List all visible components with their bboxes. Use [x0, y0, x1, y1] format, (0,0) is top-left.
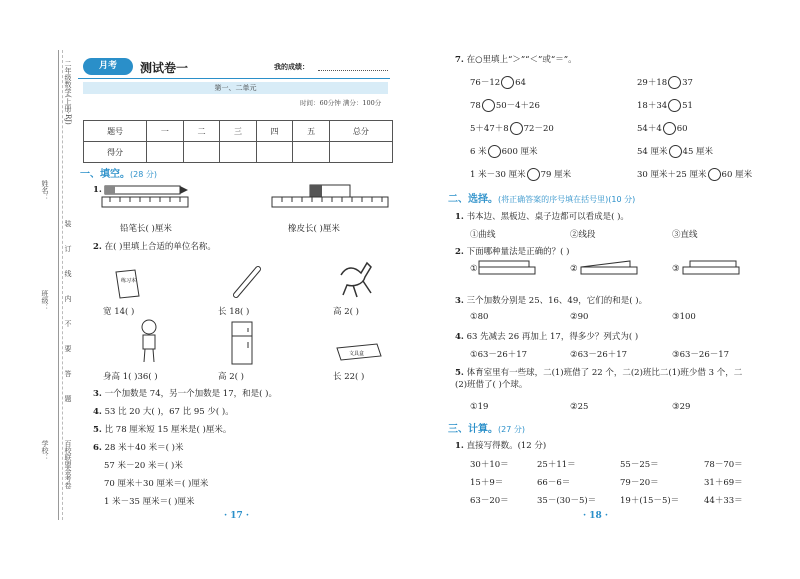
- pen-icon: [230, 265, 264, 301]
- compare-left: 54 厘米: [637, 147, 668, 157]
- choice-option[interactable]: ③: [672, 264, 680, 274]
- score-cell[interactable]: [329, 142, 392, 163]
- choice-text: 三个加数分别是 25、16、49，它们的和是( )。: [466, 296, 648, 306]
- score-label: 我的成绩：: [274, 62, 309, 71]
- choice-option[interactable]: ③29: [672, 402, 691, 412]
- score-cell[interactable]: [256, 142, 293, 163]
- compare-left: 29＋18: [637, 78, 668, 88]
- compare-right: 60 厘米: [721, 170, 753, 180]
- pencil-box-label: 文具盒: [349, 351, 365, 357]
- q6-line: 57 米－20 米＝( )米: [104, 461, 183, 471]
- choice-option[interactable]: ①19: [470, 402, 489, 412]
- calc-1: 1. 直接写得数。(12 分): [455, 441, 547, 451]
- calc-item[interactable]: 30＋10＝: [470, 460, 509, 470]
- section-2-title: [448, 190, 635, 205]
- pencil-ruler-icon: [100, 183, 190, 213]
- section-title-text: 一、填空。: [80, 169, 130, 180]
- q2-item: 高 2( ): [333, 307, 359, 317]
- compare-right: 45 厘米: [682, 147, 714, 157]
- compare-left: 30 厘米＋25 厘米: [637, 170, 707, 180]
- table-row: [84, 142, 393, 163]
- choice-option[interactable]: ①: [470, 264, 478, 274]
- choice-option[interactable]: ③100: [672, 312, 696, 322]
- q2-item: 长 22( ): [333, 372, 365, 382]
- page-number-right: · 18 ·: [583, 511, 609, 521]
- q4-text: 53 比 20 大( )，67 比 95 少( )。: [104, 407, 234, 417]
- choice-text: 体育室里有一些球，二(1)班借了 22 个，二(2)班比二(1)班少借 3 个，二(2)班借了( )个球。: [455, 368, 743, 390]
- score-blank[interactable]: [318, 70, 388, 71]
- fridge-icon: [229, 320, 255, 366]
- compare-item: [637, 145, 713, 158]
- section-title-text: 三、计算。: [448, 424, 498, 435]
- section-points: (27 分): [498, 425, 525, 434]
- horse-icon: [333, 255, 378, 300]
- compare-item: [470, 76, 526, 89]
- choice-2: 2. 下面哪种量法是正确的？( ): [455, 247, 570, 257]
- compare-item: [470, 168, 571, 181]
- score-table: [83, 120, 393, 163]
- name-label: 姓名：: [41, 180, 49, 201]
- q6-line: 70 厘米＋30 厘米＝( )厘米: [104, 479, 209, 489]
- score-cell[interactable]: [220, 142, 257, 163]
- compare-circle[interactable]: [527, 168, 540, 181]
- table-cell: 三: [220, 121, 257, 142]
- choice-option[interactable]: ②25: [570, 402, 589, 412]
- compare-right: 600 厘米: [501, 147, 538, 157]
- q5: 5. 比 78 厘米短 15 厘米是( )厘米。: [93, 425, 232, 435]
- compare-item: [637, 122, 688, 135]
- choice-option[interactable]: ③63－26－17: [672, 350, 730, 360]
- measure-diagram-2: [580, 260, 638, 276]
- compare-circle[interactable]: [488, 145, 501, 158]
- q6: 6. 28 米＋40 米＝( )米: [93, 443, 184, 453]
- choice-4: 4. 63 先减去 26 再加上 17，得多少？列式为( ): [455, 332, 639, 342]
- q2-item: 长 18( ): [218, 307, 250, 317]
- calc-item[interactable]: 63－20＝: [470, 496, 509, 506]
- compare-item: [470, 145, 538, 158]
- table-cell: 四: [256, 121, 293, 142]
- score-cell[interactable]: [183, 142, 220, 163]
- calc-item[interactable]: 31＋69＝: [704, 478, 743, 488]
- score-cell[interactable]: [147, 142, 184, 163]
- notebook-icon: [113, 268, 141, 300]
- class-label: 班级：: [41, 290, 49, 311]
- table-cell: 二: [183, 121, 220, 142]
- compare-circle[interactable]: [668, 76, 681, 89]
- header-rule: [78, 78, 390, 79]
- table-cell: 五: [293, 121, 330, 142]
- eraser-ruler-icon: [270, 183, 392, 213]
- q6-line: 1 米－35 厘米＝( )厘米: [104, 497, 195, 507]
- table-cell: 题号: [84, 121, 147, 142]
- compare-left: 54＋4: [637, 124, 662, 134]
- school-label: 学校：: [41, 440, 49, 461]
- calc-item[interactable]: 25＋11＝: [537, 460, 576, 470]
- table-row: [84, 121, 393, 142]
- q2: 2. 在( )里填上合适的单位名称。: [93, 242, 216, 252]
- section-1-title: [80, 165, 157, 180]
- calc-item[interactable]: 55－25＝: [620, 460, 659, 470]
- q5-text: 比 78 厘米短 15 厘米是( )厘米。: [104, 425, 232, 435]
- compare-circle[interactable]: [668, 99, 681, 112]
- q1-eraser-text: 橡皮长( )厘米: [288, 224, 340, 234]
- section-points: (28 分): [130, 170, 157, 179]
- compare-circle[interactable]: [501, 76, 514, 89]
- calc-item[interactable]: 44＋33＝: [704, 496, 743, 506]
- q6-line: 28 米＋40 米＝( )米: [104, 443, 184, 453]
- compare-item: [470, 99, 540, 112]
- compare-left: 6 米: [470, 147, 487, 157]
- measure-diagram-3: [682, 260, 740, 276]
- compare-right: 79 厘米: [540, 170, 572, 180]
- compare-right: 72－20: [523, 124, 554, 134]
- choice-option[interactable]: ②线段: [570, 230, 596, 240]
- choice-option[interactable]: ①63－26＋17: [470, 350, 528, 360]
- q2-item: 高 2( ): [218, 372, 244, 382]
- compare-right: 64: [515, 78, 526, 88]
- q4: 4. 53 比 20 大( )，67 比 95 少( )。: [93, 407, 234, 417]
- compare-right: 37: [682, 78, 693, 88]
- compare-item: [470, 122, 554, 135]
- choice-text: 书本边、黑板边、桌子边都可以看成是( )。: [466, 212, 629, 222]
- binding-strip: [0, 0, 78, 579]
- q1-pencil-text: 铅笔长( )厘米: [120, 224, 172, 234]
- score-cell[interactable]: [293, 142, 330, 163]
- table-cell: 总分: [329, 121, 392, 142]
- compare-circle[interactable]: [708, 168, 721, 181]
- child-icon: [135, 318, 163, 364]
- compare-circle[interactable]: [510, 122, 523, 135]
- calc-item[interactable]: 66－6＝: [537, 478, 571, 488]
- exam-meta: 时间：60分钟 满分：100分: [300, 99, 382, 107]
- calc-text: 直接写得数。(12 分): [466, 441, 547, 451]
- binding-line: [58, 50, 59, 520]
- choice-text: 63 先减去 26 再加上 17，得多少？列式为( ): [466, 332, 639, 342]
- compare-left: 5＋47＋8: [470, 124, 509, 134]
- choice-1: 1. 书本边、黑板边、桌子边都可以看成是( )。: [455, 212, 629, 222]
- q3-text: 一个加数是 74，另一个加数是 17，和是( )。: [104, 389, 277, 399]
- compare-circle[interactable]: [663, 122, 676, 135]
- choice-text: 下面哪种量法是正确的？( ): [466, 247, 570, 257]
- grade-label: 二年级数学(上册·RJ): [64, 60, 72, 125]
- choice-option[interactable]: ②90: [570, 312, 589, 322]
- calc-item[interactable]: 79－20＝: [620, 478, 659, 488]
- q2-item: 身高 1( )36( ): [103, 372, 158, 382]
- calc-item[interactable]: 78－70＝: [704, 460, 743, 470]
- page-number-left: · 17 ·: [224, 511, 250, 521]
- unit-bar: 第一、二单元: [83, 82, 388, 94]
- section-3-title: [448, 420, 525, 435]
- exam-badge: 月考: [83, 58, 133, 75]
- section-points: (将正确答案的序号填在括号里)(10 分): [498, 195, 636, 204]
- calc-item[interactable]: 15＋9＝: [470, 478, 504, 488]
- measure-diagram-1: [478, 260, 536, 276]
- compare-left: 1 米－30 厘米: [470, 170, 526, 180]
- q2-text: 在( )里填上合适的单位名称。: [104, 242, 216, 252]
- compare-item: [637, 99, 693, 112]
- compare-left: 78: [470, 101, 481, 111]
- choice-3: 3. 三个加数分别是 25、16、49，它们的和是( )。: [455, 296, 648, 306]
- choice-option[interactable]: ①80: [470, 312, 489, 322]
- compare-right: 51: [682, 101, 693, 111]
- calc-item[interactable]: 19＋(15－5)＝: [620, 496, 680, 506]
- table-cell: 一: [147, 121, 184, 142]
- compare-circle[interactable]: [669, 145, 682, 158]
- cut-line-text: 装订线内不要答题: [64, 220, 72, 420]
- compare-item: [637, 76, 693, 89]
- choice-option[interactable]: ①曲线: [470, 230, 496, 240]
- choice-option[interactable]: ②: [570, 264, 578, 274]
- compare-left: 76－12: [470, 78, 501, 88]
- choice-5: 5. 体育室里有一些球，二(1)班借了 22 个，二(2)班比二(1)班少借 3 个，二(2)班借了( )个球。: [455, 368, 743, 390]
- q3: 3. 一个加数是 74，另一个加数是 17，和是( )。: [93, 389, 277, 399]
- page-title: 测试卷一: [140, 61, 189, 75]
- table-cell: 得分: [84, 142, 147, 163]
- q2-item: 宽 14( ): [103, 307, 135, 317]
- q1-number: 1.: [93, 185, 102, 195]
- choice-option[interactable]: ③直线: [672, 230, 698, 240]
- compare-left: 18＋34: [637, 101, 668, 111]
- brand-label: 百校联盟金考卷: [64, 440, 72, 489]
- compare-right: 60: [676, 124, 688, 134]
- q7-text: 在○里填上“＞”“＜”或“＝”。: [466, 55, 577, 65]
- notebook-label: 练习本: [121, 278, 137, 284]
- pencil-box-icon: [333, 340, 383, 364]
- compare-circle[interactable]: [482, 99, 495, 112]
- compare-item: [637, 168, 752, 181]
- choice-option[interactable]: ②63－26＋17: [570, 350, 628, 360]
- compare-right: 50－4＋26: [495, 101, 540, 111]
- q7: 7. 在○里填上“＞”“＜”或“＝”。: [455, 55, 577, 65]
- section-title-text: 二、选择。: [448, 194, 498, 205]
- calc-item[interactable]: 35－(30－5)＝: [537, 496, 597, 506]
